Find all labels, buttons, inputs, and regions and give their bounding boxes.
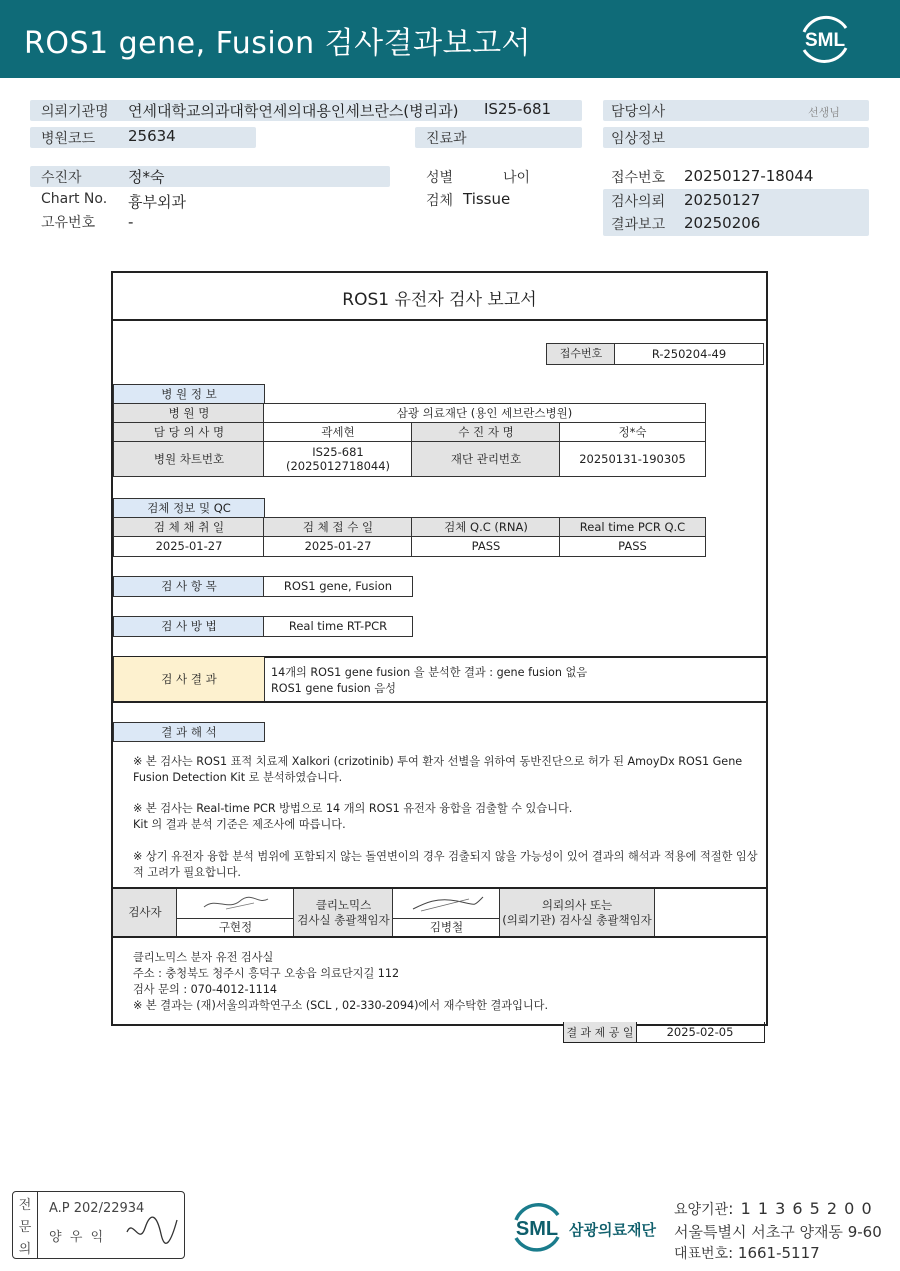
stamp-signature-icon bbox=[123, 1212, 181, 1252]
note-2-line-2: Kit 의 결과 분석 기준은 제조사에 따릅니다. bbox=[133, 818, 346, 831]
receipt-value: 20250127-18044 bbox=[684, 167, 814, 185]
hospital-code-value: 25634 bbox=[128, 127, 176, 145]
chart-number-line-2: (2025012718044) bbox=[285, 459, 391, 473]
institution-value: 연세대학교의과대학연세의대용인세브란스(병리과) bbox=[128, 102, 459, 120]
test-result-line-1: 14개의 ROS1 gene fusion 을 분석한 결과 : gene fusion 없음 bbox=[271, 666, 588, 679]
footer-org-name: 삼광의료재단 bbox=[569, 1221, 656, 1239]
clinical-label: 임상정보 bbox=[611, 131, 666, 147]
specimen-label: 검체 bbox=[426, 193, 454, 209]
specimen-value: Tissue bbox=[463, 190, 511, 208]
case-number: IS25-681 bbox=[484, 100, 552, 118]
stamp-side-3: 의 bbox=[18, 1241, 32, 1257]
chart-no-label: Chart No. bbox=[41, 191, 108, 207]
foundation-number-label: 재단 관리번호 bbox=[411, 441, 561, 477]
examiner-signature-icon bbox=[196, 893, 276, 915]
institution-label: 의뢰기관명 bbox=[41, 104, 109, 120]
specimen-receive-label: 검 체 접 수 일 bbox=[263, 517, 413, 538]
stamp-name: 양 우 익 bbox=[49, 1230, 104, 1245]
clinomics-signature-icon bbox=[407, 893, 487, 915]
note-2 bbox=[133, 801, 572, 833]
sml-logo-text: SML bbox=[804, 30, 846, 51]
section-hospital-info: 병 원 정 보 bbox=[113, 384, 265, 404]
note-2-line-1: ※ 본 검사는 Real-time PCR 방법으로 14 개의 ROS1 유전자 융합을 검출할 수 있습니다. bbox=[133, 802, 573, 815]
hospital-code-label: 병원코드 bbox=[41, 131, 96, 147]
department-label: 진료과 bbox=[426, 131, 467, 147]
examiner-signature bbox=[176, 889, 295, 919]
clinomics-head-line-2: 검사실 총괄책임자 bbox=[297, 912, 390, 927]
request-label: 검사의뢰 bbox=[611, 194, 666, 210]
title-divider bbox=[113, 319, 766, 321]
footer-phone bbox=[674, 1243, 820, 1263]
clinomics-head-label bbox=[293, 889, 394, 937]
sml-logo-icon bbox=[796, 12, 854, 66]
report-frame bbox=[111, 271, 768, 1026]
specimen-receive-value: 2025-01-27 bbox=[263, 536, 413, 557]
result-bottom-line bbox=[113, 701, 766, 703]
patient-name-value: 정*숙 bbox=[559, 422, 706, 443]
requester-head-line-1: 의뢰의사 또는 bbox=[541, 898, 613, 913]
chart-number-value bbox=[263, 441, 413, 477]
stamp-side-2: 문 bbox=[18, 1219, 32, 1235]
doctor-suffix: 선생님 bbox=[808, 106, 840, 119]
test-item-label: 검 사 항 목 bbox=[113, 576, 265, 597]
request-value: 20250127 bbox=[684, 191, 761, 209]
receipt-number-label: 접수번호 bbox=[546, 343, 616, 365]
lab-info-line-3: 검사 문의 : 070-4012-1114 bbox=[133, 983, 278, 996]
requester-head-line-2: (의뢰기관) 검사실 총괄책임자 bbox=[502, 912, 652, 927]
page-title: ROS1 gene, Fusion 검사결과보고서 bbox=[24, 26, 532, 61]
doctor-label: 담당의사 bbox=[611, 104, 666, 120]
stamp-side-1: 전 bbox=[18, 1197, 32, 1213]
test-method-value: Real time RT-PCR bbox=[263, 616, 413, 637]
footer-sml-logo-icon bbox=[508, 1198, 566, 1254]
test-item-value: ROS1 gene, Fusion bbox=[263, 576, 413, 597]
foundation-number-value: 20250131-190305 bbox=[559, 441, 706, 477]
provided-date-label: 결 과 제 공 일 bbox=[563, 1022, 637, 1043]
test-result-text bbox=[271, 665, 587, 697]
patient-name-label: 수 진 자 명 bbox=[411, 422, 561, 443]
qc-rna-label: 검체 Q.C (RNA) bbox=[411, 517, 561, 538]
footer-address: 서울특별시 서초구 양재동 9-60 bbox=[674, 1223, 882, 1241]
note-3 bbox=[133, 849, 758, 881]
requester-head-label bbox=[499, 889, 655, 937]
examiner-label: 검사자 bbox=[113, 889, 178, 937]
unique-no-value: - bbox=[128, 213, 134, 231]
clinomics-head-name: 김병철 bbox=[392, 918, 501, 937]
signature-bottom-line bbox=[113, 936, 766, 938]
specimen-collect-label: 검 체 채 취 일 bbox=[113, 517, 265, 538]
footer-code-label: 요양기관 bbox=[674, 1202, 729, 1218]
specialist-stamp bbox=[12, 1191, 185, 1259]
note-1 bbox=[133, 754, 742, 786]
chart-number-label: 병원 차트번호 bbox=[113, 441, 265, 477]
provided-date-value: 2025-02-05 bbox=[636, 1022, 765, 1043]
sex-label: 성별 bbox=[426, 170, 454, 186]
lab-info-line-2: 주소 : 충청북도 청주시 흥덕구 오송읍 의료단지길 112 bbox=[133, 967, 400, 980]
test-result-label: 검 사 결 과 bbox=[113, 657, 265, 702]
doctor-name-value: 곽세현 bbox=[263, 422, 413, 443]
examiner-name: 구현정 bbox=[176, 918, 295, 937]
note-1-line-1: ※ 본 검사는 ROS1 표적 치료제 Xalkori (crizotinib) 투여 환자 선별을 위하여 동반진단으로 허가 된 AmoyDx ROS1 Gene bbox=[133, 755, 743, 768]
receipt-number-value: R-250204-49 bbox=[614, 343, 764, 365]
section-interpretation: 결 과 해 석 bbox=[113, 722, 265, 742]
hospital-name-value: 삼광 의료재단 (용인 세브란스병원) bbox=[263, 403, 706, 424]
lab-info-line-4: ※ 본 결과는 (재)서울의과학연구소 (SCL , 02-330-2094)에서 재수탁한 결과입니다. bbox=[133, 999, 549, 1012]
patient-value: 정*숙 bbox=[128, 168, 165, 186]
qc-pcr-value: PASS bbox=[559, 536, 706, 557]
clinomics-head-line-1: 클리노믹스 bbox=[315, 898, 372, 913]
specimen-collect-value: 2025-01-27 bbox=[113, 536, 265, 557]
note-1-line-2: Fusion Detection Kit 로 분석하였습니다. bbox=[133, 771, 343, 784]
stamp-side-label bbox=[13, 1192, 38, 1258]
test-method-label: 검 사 방 법 bbox=[113, 616, 265, 637]
stamp-license: A.P 202/22934 bbox=[49, 1201, 145, 1216]
section-specimen-qc: 검체 정보 및 QC bbox=[113, 498, 265, 518]
note-3-line-2: 적 고려가 필요합니다. bbox=[133, 866, 241, 879]
qc-pcr-label: Real time PCR Q.C bbox=[559, 517, 706, 538]
qc-rna-value: PASS bbox=[411, 536, 561, 557]
footer-sml-logo-text: SML bbox=[515, 1218, 559, 1240]
patient-label: 수진자 bbox=[41, 170, 82, 186]
note-3-line-1: ※ 상기 유전자 융합 분석 범위에 포함되지 않는 돌연변이의 경우 검출되지 않을 가능성이 있어 결과의 해석과 적용에 적절한 임상 bbox=[133, 850, 758, 863]
chart-no-value: 흉부외과 bbox=[128, 193, 186, 211]
report-date-label: 결과보고 bbox=[611, 217, 666, 233]
test-result-line-2: ROS1 gene fusion 음성 bbox=[271, 682, 396, 695]
patient-row-bg bbox=[30, 166, 390, 187]
report-date-value: 20250206 bbox=[684, 214, 761, 232]
unique-no-label: 고유번호 bbox=[41, 215, 96, 231]
footer-phone-value: : 1661-5117 bbox=[728, 1244, 820, 1262]
clinomics-head-signature bbox=[392, 889, 501, 919]
hospital-name-label: 병 원 명 bbox=[113, 403, 265, 424]
footer-code-value: : 1 1 3 6 5 2 0 0 bbox=[728, 1199, 873, 1218]
receipt-label: 접수번호 bbox=[611, 170, 666, 186]
lab-info-line-1: 클리노믹스 분자 유전 검사실 bbox=[133, 951, 274, 964]
age-label: 나이 bbox=[503, 170, 531, 186]
footer-code bbox=[674, 1199, 873, 1219]
chart-number-line-1: IS25-681 bbox=[312, 444, 364, 459]
lab-info bbox=[133, 950, 548, 1014]
footer-phone-label: 대표번호 bbox=[674, 1246, 729, 1262]
report-title: ROS1 유전자 검사 보고서 bbox=[342, 290, 537, 310]
doctor-name-label: 담 당 의 사 명 bbox=[113, 422, 265, 443]
